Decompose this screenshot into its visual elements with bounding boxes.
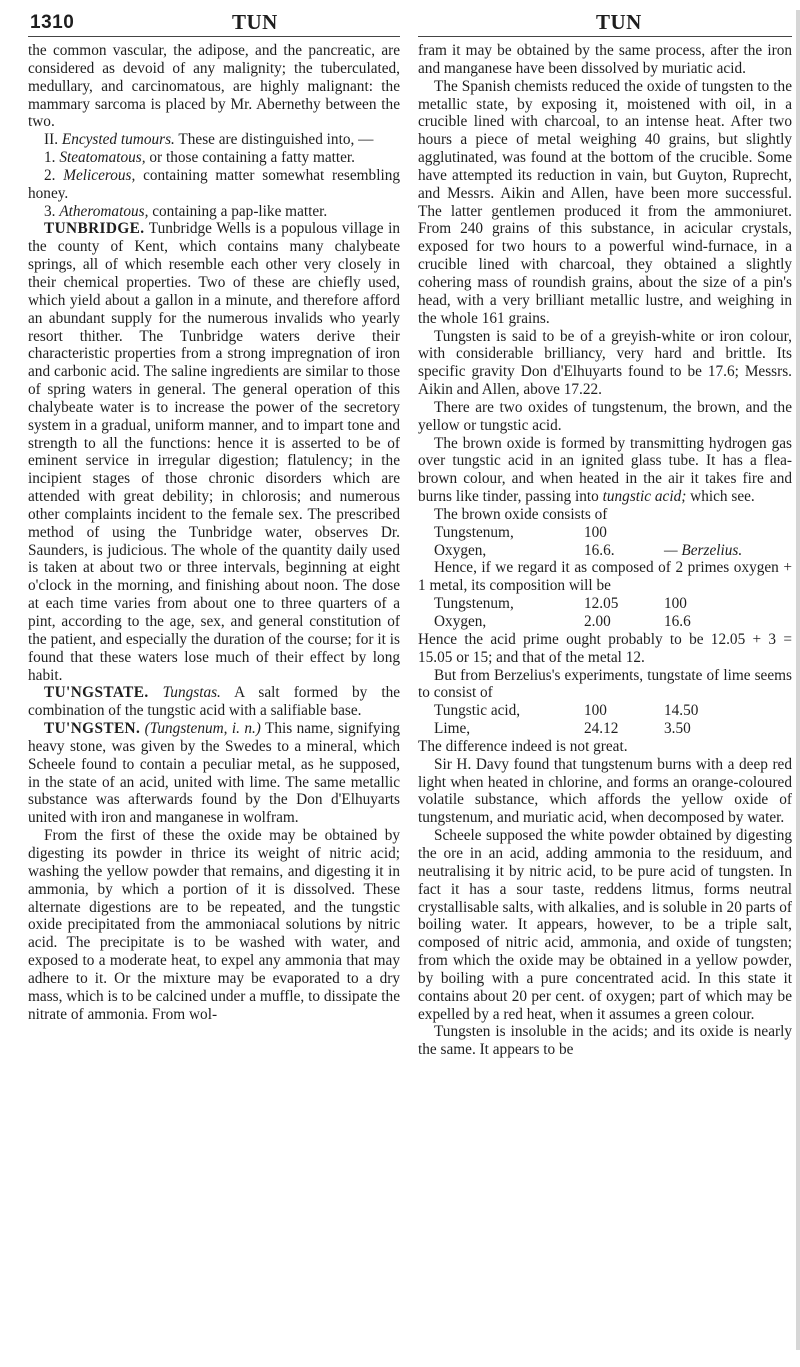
acid-prime-paragraph: [418, 631, 792, 667]
brown-oxide-composition-intro: [418, 506, 792, 524]
oxide-preparation-paragraph: [28, 827, 400, 1023]
brown-oxide-table: [418, 524, 792, 560]
italic-term: Melicerous,: [63, 166, 136, 184]
left-column: [28, 42, 400, 1023]
paragraph-text: These are distinguished into, —: [178, 131, 374, 149]
table-cell: 14.50: [664, 702, 699, 720]
italic-term: tungstic acid;: [602, 488, 687, 506]
entry-text: A salt formed by the combination of the tungstic acid with a salifiable base.: [28, 684, 401, 720]
entry-headword: TUNBRIDGE.: [44, 220, 145, 238]
reduction-paragraph: [418, 78, 792, 328]
paragraph-text: The Spanish chemists reduced the oxide of tungsten to the metallic state, by exposing it, moistened with oil, in a crucible lined with charcoal, to an intense heat. After two hours a piece of metal weighing 40 grains, but slightly agglutinated, was found at the bottom of the crucible. Some have attempted its reduction in vain, but Guyton, Ruprecht, and Messrs. Aikin and Allen, have been more successful. The latter gentlemen produced it from the ammoniuret. From 240 grains of this substance, in acicular crystals, exposed for two hours to a powerful wind-furnace, in a crucible lined with charcoal, they obtained a slightly cohering mass of roundish grains, about the size of a pin's head, with a very brilliant metallic lustre, and weighing in the whole 161 grains.: [418, 77, 792, 327]
italic-term: Atheromatous,: [59, 202, 149, 220]
entry-headword: TU'NGSTATE.: [44, 684, 149, 702]
tunbridge-entry: [28, 220, 400, 684]
paragraph-text: or those containing a fatty matter.: [149, 149, 356, 167]
table-cell: Oxygen,: [434, 541, 487, 559]
paragraph-text: Sir H. Davy found that tungstenum burns with a deep red light when heated in chlorine, and forms an orange-coloured volatile substance, which affords the yellow oxide of tungstenum, and muriatic acid, when decomposed by water.: [418, 755, 792, 827]
italic-term: Encysted tumours.: [61, 131, 175, 149]
paragraph-text: Scheele supposed the white powder obtained by digesting the ore in an acid, adding ammonia to the residuum, and neutralising it by nitric acid, to be pure acid of tungsten. In fact it has a sour taste, reddens litmus, forms neutral crystallisable salts, with alkalies, and is soluble in 20 parts of boiling water. It appears, however, to be a triple salt, composed of nitric acid, ammonia, and oxide of tungsten; from which the oxide may be obtained in a yellow powder, by boiling with a pure concentrated acid. In this state it contains about 20 per cent. of oxygen; part of which may be expelled by a red heat, when it assumes a green colour.: [418, 827, 792, 1023]
table-row: [418, 524, 792, 542]
tungsten-entry: [28, 720, 400, 827]
table-cell: 2.00: [584, 613, 611, 630]
page-number: 1310: [30, 12, 75, 33]
table-cell: 3.50: [664, 720, 691, 738]
berzelius-paragraph: [418, 667, 792, 703]
table-cell: Oxygen,: [434, 613, 487, 630]
continuation-paragraph: [418, 42, 792, 78]
entry-headword: TU'NGSTEN.: [44, 720, 141, 738]
table-cell: Tungstenum,: [434, 595, 514, 613]
item-number: 3.: [44, 202, 56, 220]
latin-term: Tungstas.: [162, 684, 221, 702]
prime-composition-table: [418, 595, 792, 631]
melicerous-item: [28, 167, 400, 203]
table-cell: Tungstenum,: [434, 523, 514, 541]
atheromatous-item: [28, 203, 400, 221]
table-cell: 16.6: [664, 613, 691, 630]
paragraph-text: fram it may be obtained by the same process, after the iron and manganese have been dissolved by muriatic acid.: [418, 42, 792, 77]
oxides-paragraph: [418, 399, 792, 435]
paragraph-text: There are two oxides of tungstenum, the brown, and the yellow or tungstic acid.: [418, 398, 792, 434]
table-row: [418, 720, 792, 738]
table-cell: 100: [664, 595, 687, 613]
paragraph-text: But from Berzelius's experiments, tungstate of lime seems to consist of: [418, 666, 792, 702]
tumour-intro-paragraph: [28, 42, 400, 131]
item-number: 2.: [44, 166, 56, 184]
section-numeral: II.: [44, 131, 59, 149]
header-rule-left: [28, 36, 400, 37]
latin-term: (Tungstenum, i. n.): [144, 720, 261, 738]
table-cell: — Berzelius.: [664, 541, 743, 559]
table-cell: 16.6.: [584, 541, 615, 559]
paragraph-text: Tungsten is said to be of a greyish-white or iron colour, with considerable brilliancy, very hard and brittle. Its specific gravity Don d'Elhuyarts found to be 17.6; Messrs. Aikin and Allen, above 17.22.: [418, 327, 792, 399]
page-header: [0, 10, 800, 36]
difference-paragraph: [418, 738, 792, 756]
paragraph-text: The difference indeed is not great.: [418, 737, 628, 755]
table-row: [418, 595, 792, 613]
tungstate-of-lime-table: [418, 702, 792, 738]
table-cell: 100: [584, 523, 607, 541]
header-rule-right: [418, 36, 792, 37]
steatomatous-item: [28, 149, 400, 167]
table-row: [418, 542, 792, 560]
properties-paragraph: [418, 328, 792, 399]
tungstate-entry: [28, 684, 400, 720]
paragraph-text: Hence, if we regard it as composed of 2 primes oxygen + 1 metal, its composition will be: [418, 559, 792, 595]
paragraph-text: containing a pap-like matter.: [152, 202, 328, 220]
paragraph-text: which see.: [690, 488, 755, 506]
insolubility-paragraph: [418, 1023, 792, 1059]
composition-paragraph: [418, 559, 792, 595]
right-column: [418, 42, 792, 1059]
table-cell: Lime,: [434, 720, 471, 738]
paragraph-text: The brown oxide consists of: [434, 505, 608, 523]
table-cell: 24.12: [584, 720, 619, 738]
paragraph-text: Tungsten is insoluble in the acids; and its oxide is nearly the same. It appears to be: [418, 1023, 792, 1059]
table-row: [418, 613, 792, 631]
paragraph-text: The brown oxide is formed by transmitting hydrogen gas over tungstic acid in an ignited glass tube. It has a flea-brown colour, and when heated in the air it takes fire and burns like tinder, passing into: [418, 434, 792, 506]
paragraph-text: Hence the acid prime ought probably to be 12.05 + 3 = 15.05 or 15; and that of the metal 12.: [418, 630, 792, 666]
running-head-right: TUN: [596, 10, 642, 34]
page-edge-shadow: [796, 10, 800, 1350]
table-cell: 12.05: [584, 595, 619, 613]
italic-term: Steatomatous,: [59, 149, 146, 167]
paragraph-text: the common vascular, the adipose, and the pancreatic, are considered as devoid of any malignity; the tuberculated, medullary, and carcinomatous, are highly malignant: the mammary sarcoma is placed by Mr. Abernethy between the two.: [28, 42, 400, 131]
item-number: 1.: [44, 149, 56, 167]
running-head-left: TUN: [232, 10, 278, 34]
entry-text: Tunbridge Wells is a populous village in the county of Kent, which contains many chalybeate springs, all of which resemble each other very closely in their chemical properties. Two of these are chiefly used, which yield about a gallon in a minute, and therefore afford an abundant supply for the numerous invalids who yearly resort thither. The Tunbridge waters derive their characteristic properties from a strong impregnation of iron and carbonic acid. The saline ingredients are similar to those of spring waters in general. The general operation of this chalybeate water is to increase the power of the secretory system in a gradual, uniform manner, and to impart tone and strength to all the functions: hence it is asserted to be of eminent service in irregular digestion; flatulency; in the incipient stages of those chronic disorders which are attended with great debility; in chlorosis; and numerous other complaints incident to the female sex. The prescribed method of using the Tunbridge water, observes Dr. Saunders, is judicious. The whole of the quantity daily used is taken at about two or three intervals, beginning at eight o'clock in the morning, and finishing about noon. The dose at each time varies from about one to three quarters of a pint, according to the age, sex, and general constitution of the patient, and especially the duration of the course; for it is found that these waters lose much of their effect by long habit.: [28, 220, 400, 684]
encysted-tumours-paragraph: [28, 131, 400, 149]
paragraph-text: containing matter somewhat resembling honey.: [28, 166, 401, 202]
table-cell: [664, 524, 792, 542]
table-row: [418, 702, 792, 720]
table-cell: 100: [584, 702, 607, 720]
table-cell: Tungstic acid,: [434, 702, 521, 720]
entry-text: This name, signifying heavy stone, was given by the Swedes to a mineral, which Scheele found to contain a peculiar metal, as he supposed, in the state of an acid, united with lime. The same metallic substance was afterwards found by the Don d'Elhuyarts united with iron and manganese in wolfram.: [28, 720, 400, 827]
brown-oxide-paragraph: [418, 435, 792, 506]
paragraph-text: From the first of these the oxide may be obtained by digesting its powder in thrice its weight of nitric acid; washing the yellow powder that remains, and digesting it in ammonia, by which a portion of it is dissolved. These alternate digestions are to be repeated, and the tungstic oxide precipitated from the ammoniacal solutions by nitric acid. The precipitate is to be washed with water, and exposed to a moderate heat, to expel any ammonia that may adhere to it. Or the mixture may be evaporated to a dry mass, which is to be calcined under a muffle, to dissipate the nitrate of ammonia. From wol-: [28, 827, 400, 1023]
davy-paragraph: [418, 756, 792, 827]
scheele-paragraph: [418, 827, 792, 1023]
